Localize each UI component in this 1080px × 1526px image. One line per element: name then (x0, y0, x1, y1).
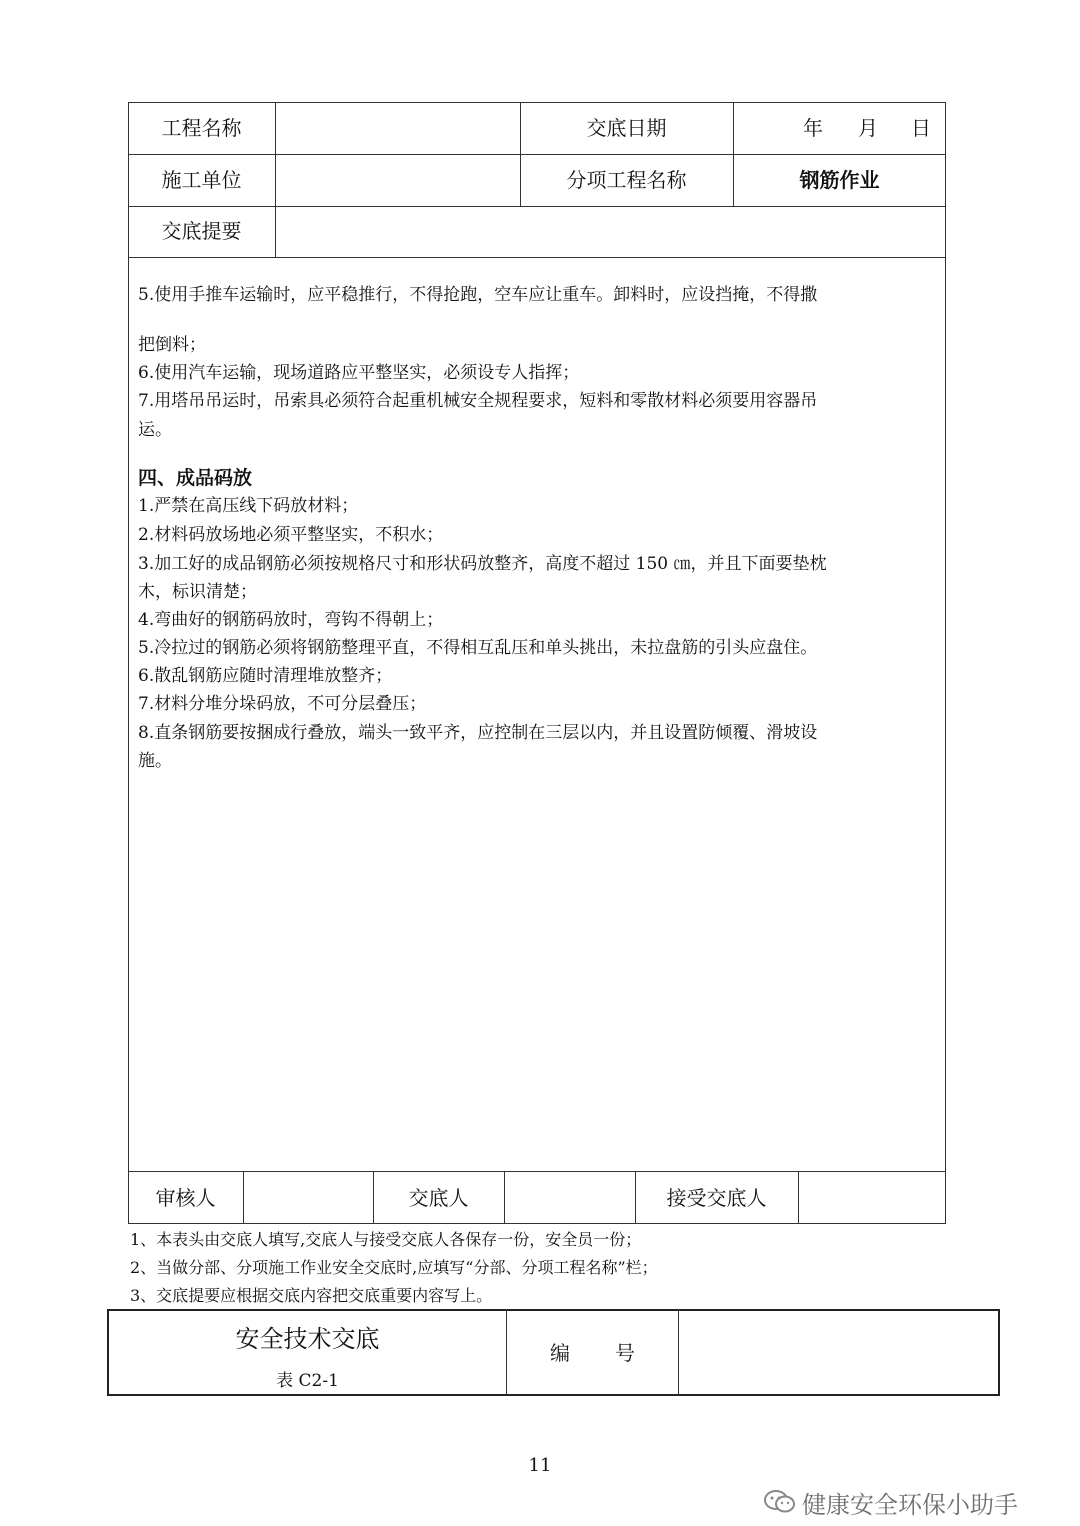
content-line: 5.冷拉过的钢筋必须将钢筋整理平直，不得相互乱压和单头挑出，未拉盘筋的引头应盘住。 (138, 638, 818, 658)
date-label: 交底日期 (586, 116, 667, 140)
section-heading: 四、成品码放 (138, 467, 253, 489)
content-line: 6.散乱钢筋应随时清理堆放整齐； (138, 666, 393, 686)
note-line: 2、当做分部、分项施工作业安全交底时,应填写“分部、分项工程名称”栏； (130, 1258, 658, 1277)
title-block-divider (678, 1309, 679, 1396)
discloser-label: 交底人 (408, 1186, 469, 1210)
content-line: 2.材料码放场地必须平整坚实，不积水； (138, 525, 444, 545)
content-line: 运。 (138, 420, 172, 440)
content-line: 4.弯曲好的钢筋码放时，弯钩不得朝上； (138, 610, 444, 630)
document-title: 安全技术交底 (235, 1325, 380, 1353)
content-line: 6.使用汽车运输，现场道路应平整坚实，必须设专人指挥； (138, 363, 580, 383)
reviewer-label: 审核人 (155, 1186, 216, 1210)
date-day: 日 (911, 116, 931, 140)
content-line: 7.材料分堆分垛码放，不可分层叠压； (138, 694, 427, 714)
signature-col-divider (504, 1171, 505, 1224)
content-line: 把倒料； (138, 335, 206, 355)
contractor-label: 施工单位 (161, 168, 242, 192)
form-code: 表 C2-1 (276, 1371, 339, 1391)
content-line: 8.直条钢筋要按捆成行叠放，端头一致平齐，应控制在三层以内，并且设置防倾覆、滑坡设 (138, 723, 818, 743)
note-line: 3、交底提要应根据交底内容把交底重要内容写上。 (130, 1286, 493, 1305)
header-row-divider (128, 154, 946, 155)
receiver-label: 接受交底人 (666, 1186, 767, 1210)
content-line: 5.使用手推车运输时，应平稳推行，不得抢跑，空车应让重车。卸料时，应设挡掩，不得撒 (138, 285, 818, 305)
signature-row-divider (128, 1171, 946, 1172)
note-line: 1、本表头由交底人填写,交底人与接受交底人各保存一份，安全员一份； (130, 1230, 642, 1249)
sub-project-value: 钢筋作业 (799, 168, 880, 192)
date-year: 年 (803, 116, 823, 140)
date-month: 月 (858, 116, 878, 140)
content-line: 木，标识清楚； (138, 582, 257, 602)
signature-col-divider (243, 1171, 244, 1224)
watermark (764, 1487, 1018, 1517)
content-line: 1.严禁在高压线下码放材料； (138, 496, 359, 516)
form-frame (128, 102, 946, 1224)
header-row-divider (128, 206, 946, 207)
title-block-divider (506, 1309, 507, 1396)
number-label-char: 号 (615, 1341, 635, 1365)
watermark-text: 健康安全环保小助手 (802, 1490, 1018, 1519)
signature-col-divider (798, 1171, 799, 1224)
project-name-label: 工程名称 (161, 116, 242, 140)
number-label-char: 编 (550, 1341, 570, 1365)
content-line: 3.加工好的成品钢筋必须按规格尺寸和形状码放整齐，高度不超过 150 ㎝，并且下面要垫枕 (138, 554, 827, 574)
header-col-divider (275, 102, 276, 257)
page-number: 11 (528, 1455, 552, 1476)
content-line: 7.用塔吊吊运时，吊索具必须符合起重机械安全规程要求，短料和零散材料必须要用容器吊 (138, 391, 818, 411)
header-bottom-divider (128, 257, 946, 258)
wechat-icon (764, 1489, 796, 1515)
content-line: 施。 (138, 751, 172, 771)
sub-project-label: 分项工程名称 (566, 168, 687, 192)
summary-label: 交底提要 (161, 219, 242, 243)
